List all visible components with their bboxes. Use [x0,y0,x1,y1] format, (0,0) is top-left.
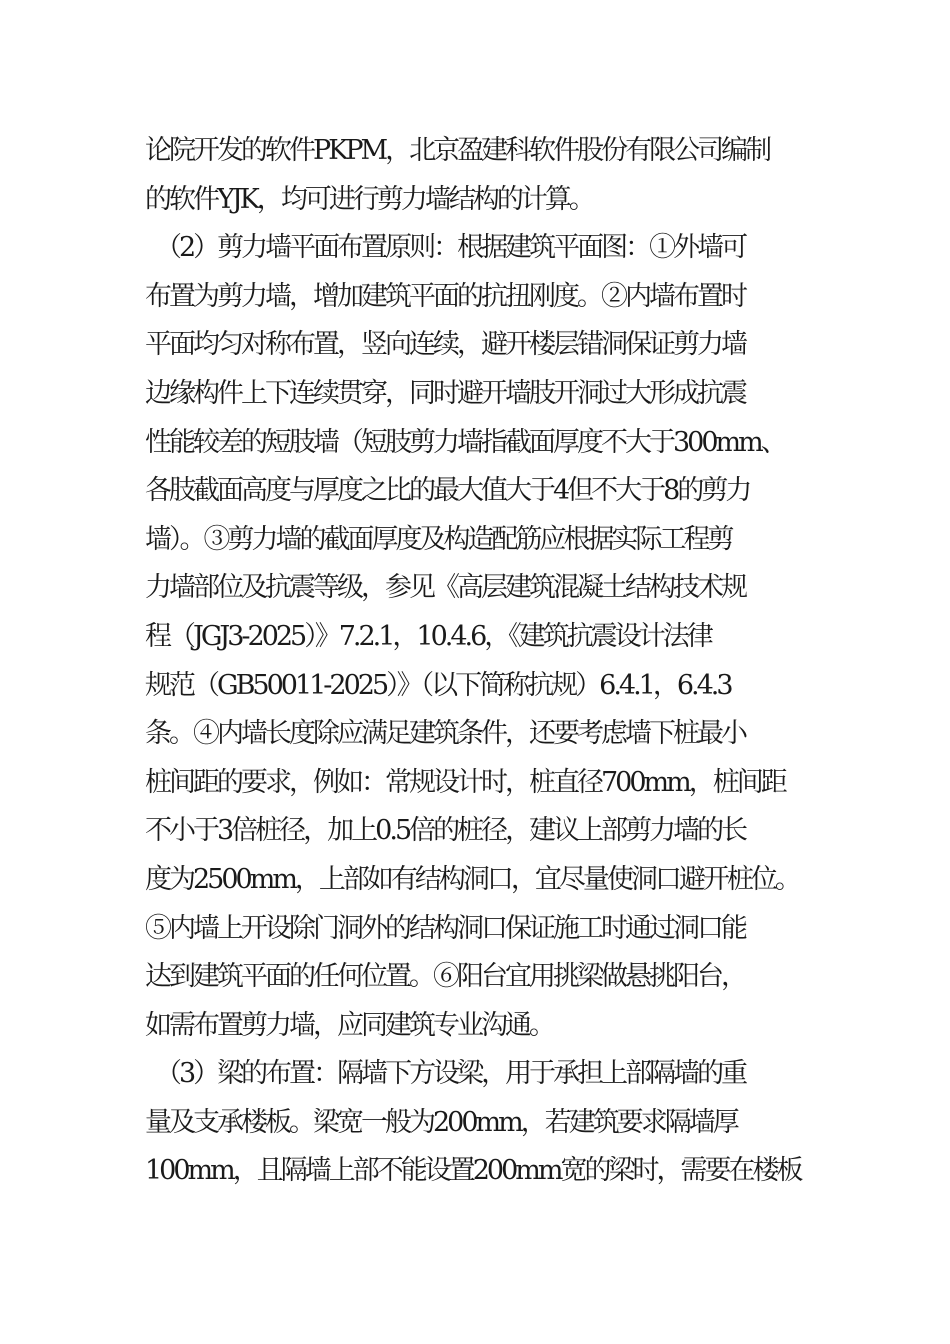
text-line: （3）梁的布置：隔墙下方设梁，用于承担上部隔墙的重 [155,1058,746,1090]
text-line: 规范（GB50011-2025）》（以下简称抗规）6.4.1，6.4.3 [145,669,731,701]
text-line: ⑤内墙上开设除门洞外的结构洞口保证施工时通过洞口能 [145,912,745,944]
text-line: 各肢截面高度与厚度之比的最大值大于4但不大于8的剪力 [145,475,750,507]
body-text [145,127,845,1196]
text-line: 不小于3倍桩径，加上0.5倍的桩径，建议上部剪力墙的长 [145,815,746,847]
text-line: 平面均匀对称布置，竖向连续，避开楼层错洞保证剪力墙 [145,329,745,361]
text-line: 布置为剪力墙，增加建筑平面的抗扭刚度。②内墙布置时 [145,280,745,312]
text-line: 边缘构件上下连续贯穿，同时避开墙肢开洞过大形成抗震 [145,377,745,409]
text-line: 条。④内墙长度除应满足建筑条件，还要考虑墙下桩最小 [145,718,745,750]
text-line: （2）剪力墙平面布置原则：根据建筑平面图：①外墙可 [155,232,746,264]
text-line: 性能较差的短肢墙（短肢剪力墙指截面厚度不大于300mm、 [145,426,785,458]
text-line: 墙）。③剪力墙的截面厚度及构造配筋应根据实际工程剪 [145,523,732,555]
text-line: 100mm，且隔墙上部不能设置200mm宽的梁时，需要在楼板 [145,1155,801,1187]
text-line: 达到建筑平面的任何位置。⑥阳台宜用挑梁做悬挑阳台， [145,961,745,993]
text-line: 程（JGJ3-2025）》7.2.1，10.4.6，《建筑抗震设计法律 [145,620,711,652]
text-line: 的软件YJK，均可进行剪力墙结构的计算。 [145,183,593,215]
text-line: 论院开发的软件PKPM，北京盈建科软件股份有限公司编制 [145,135,770,166]
text-line: 度为2500mm，上部如有结构洞口，宜尽量使洞口避开桩位。 [145,863,799,895]
text-line: 量及支承楼板。梁宽一般为200mm，若建筑要求隔墙厚 [145,1106,737,1138]
text-line: 如需布置剪力墙，应同建筑专业沟通。 [145,1009,553,1041]
text-line: 力墙部位及抗震等级，参见《高层建筑混凝土结构技术规 [145,572,745,604]
text-line: 桩间距的要求，例如：常规设计时，桩直径700mm，桩间距 [145,766,785,798]
